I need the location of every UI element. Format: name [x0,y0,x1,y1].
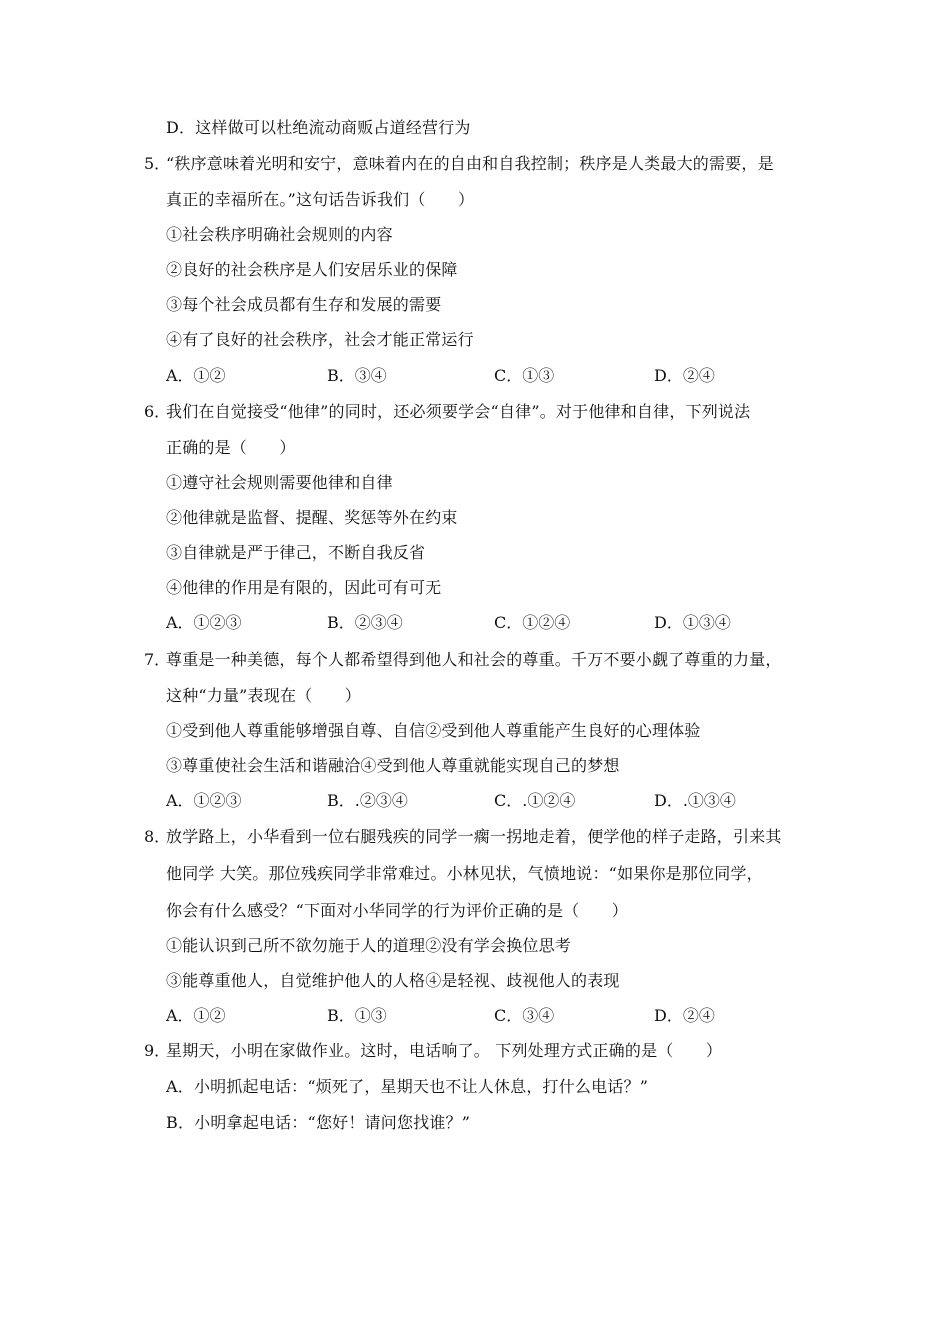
q8-stem-line3: 你会有什么感受？“下面对小华同学的行为评价正确的是（ ） [166,901,628,920]
q5-statement: ②良好的社会秩序是人们安居乐业的保障 [166,260,458,279]
q7-number: 7． [144,650,171,669]
q8-statement: ③能尊重他人，自觉维护他人的人格④是轻视、歧视他人的表现 [166,971,620,990]
q5-statement: ④有了良好的社会秩序，社会才能正常运行 [166,330,474,349]
q5-option-d: D．②④ [654,366,715,385]
q5-option-c: C．①③ [494,366,555,385]
q6-stem-line2: 正确的是（ ） [166,438,296,457]
q5-option-a: A．①② [166,366,226,385]
q6-number: 6． [144,402,171,421]
q7-statement: ③尊重使社会生活和谐融洽④受到他人尊重就能实现自己的梦想 [166,756,620,775]
q7-stem-line2: 这种“力量”表现在（ ） [166,686,361,705]
q8-stem-line2: 他同学 大笑。那位残疾同学非常难过。小林见状，气愤地说：“如果你是那位同学， [166,864,763,883]
q6-statement: ④他律的作用是有限的，因此可有可无 [166,578,442,597]
q6-option-b: B．②③④ [327,613,403,632]
q6-stem-line1: 我们在自觉接受“他律”的同时，还必须要学会“自律”。对于他律和自律，下列说法 [166,402,751,421]
q6-statement: ③自律就是严于律己，不断自我反省 [166,543,426,562]
q6-option-c: C．①②④ [494,613,571,632]
q8-stem-line1: 放学路上，小华看到一位右腿残疾的同学一瘸一拐地走着，便学他的样子走路，引来其 [166,827,782,846]
q9-option-a: A．小明抓起电话：“烦死了，星期天也不让人休息，打什么电话？” [166,1077,649,1096]
q6-option-a: A．①②③ [166,613,242,632]
q9-stem-line1: 星期天，小明在家做作业。这时，电话响了。 下列处理方式正确的是（ ） [166,1041,723,1060]
q5-statement: ①社会秩序明确社会规则的内容 [166,225,393,244]
q6-statement: ②他律就是监督、提醒、奖惩等外在约束 [166,508,458,527]
q5-stem-line2: 真正的幸福所在。”这句话告诉我们（ ） [166,190,475,209]
q8-number: 8． [144,827,171,846]
q7-option-d: D．.①③④ [654,791,736,810]
q4-option-d: D．这样做可以杜绝流动商贩占道经营行为 [166,118,471,137]
q6-statement: ①遵守社会规则需要他律和自律 [166,473,393,492]
q8-option-c: C．③④ [494,1006,555,1025]
q5-stem-line1: “秩序意味着光明和安宁，意味着内在的自由和自我控制；秩序是人类最大的需要，是 [166,154,774,173]
q5-number: 5． [144,154,171,173]
q8-option-d: D．②④ [654,1006,715,1025]
q7-stem-line1: 尊重是一种美德，每个人都希望得到他人和社会的尊重。千万不要小觑了尊重的力量， [166,650,782,669]
q7-option-c: C．.①②④ [494,791,576,810]
q8-option-a: A．①② [166,1006,226,1025]
q8-option-b: B．①③ [327,1006,387,1025]
q7-option-b: B．.②③④ [327,791,408,810]
q7-statement: ①受到他人尊重能够增强自尊、自信②受到他人尊重能产生良好的心理体验 [166,721,701,740]
q5-statement: ③每个社会成员都有生存和发展的需要 [166,295,442,314]
q5-option-b: B．③④ [327,366,387,385]
q7-option-a: A．①②③ [166,791,242,810]
q8-statement: ①能认识到己所不欲勿施于人的道理②没有学会换位思考 [166,936,572,955]
q9-option-b: B．小明拿起电话：“您好！请问您找谁？” [166,1113,471,1132]
q6-option-d: D．①③④ [654,613,731,632]
q9-number: 9． [144,1041,171,1060]
